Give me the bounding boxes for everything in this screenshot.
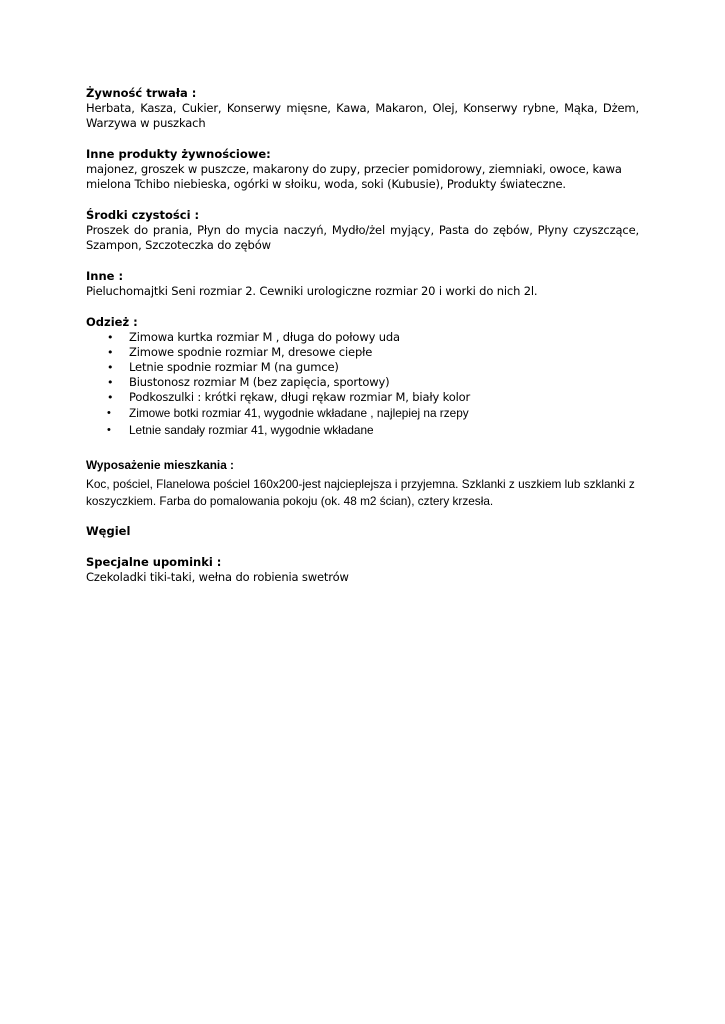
section-title: Środki czystości : [86, 208, 200, 222]
section-wyposazenie-mieszkania [86, 458, 639, 510]
section-title: Inne : [86, 269, 124, 283]
clothing-list [86, 330, 639, 438]
list-item-text: Zimowa kurtka rozmiar M , długa do połowy uda [129, 330, 400, 344]
section-text: majonez, groszek w puszcze, makarony do zupy, przecier pomidorowy, ziemniaki, owoce, kawa mielona Tchibo niebieska, ogórki w słoiku, woda, soki (Kubusie), Produkty świateczne. [86, 162, 622, 191]
section-zywnosc-trwala [86, 86, 639, 131]
list-item [86, 360, 639, 375]
bullet-icon: • [107, 331, 114, 344]
section-title: Wyposażenie mieszkania : [86, 458, 234, 472]
section-text: Proszek do prania, Płyn do mycia naczyń, Mydło/żel myjący, Pasta do zębów, Płyny czyszczące, Szampon, Szczoteczka do zębów [86, 223, 639, 252]
section-specjalne-upominki [86, 555, 639, 585]
list-item-text: Zimowe spodnie rozmiar M, dresowe ciepłe [129, 345, 373, 359]
section-title: Odzież : [86, 315, 138, 329]
list-item-text: Zimowe botki rozmiar 41, wygodnie wkładane , najlepiej na rzepy [129, 406, 469, 420]
section-title: Inne produkty żywnościowe: [86, 147, 271, 161]
bullet-icon: • [107, 407, 111, 419]
section-text: Pieluchomajtki Seni rozmiar 2. Cewniki urologiczne rozmiar 20 i worki do nich 2l. [86, 284, 538, 298]
list-item [86, 345, 639, 360]
section-title: Węgiel [86, 524, 131, 538]
section-text: Czekoladki tiki-taki, wełna do robienia swetrów [86, 570, 349, 584]
section-inne-produkty [86, 147, 639, 192]
section-title: Żywność trwała : [86, 86, 197, 100]
bullet-icon: • [107, 346, 114, 359]
section-title: Specjalne upominki : [86, 555, 222, 569]
list-item [86, 390, 639, 405]
bullet-icon: • [107, 376, 114, 389]
list-item [86, 405, 639, 422]
section-inne [86, 269, 639, 299]
list-item-text: Podkoszulki : krótki rękaw, długi rękaw rozmiar M, biały kolor [129, 390, 471, 404]
list-item [86, 375, 639, 390]
list-item-text: Letnie sandały rozmiar 41, wygodnie wkładane [129, 422, 374, 437]
section-text: Koc, pościel, Flanelowa pościel 160x200-jest najcieplejsza i przyjemna. Szklanki z uszkiem lub szklanki z koszyczkiem. Farba do pomalowania pokoju (ok. 48 m2 ścian), cztery krzesła. [86, 477, 635, 508]
section-wegiel [86, 524, 639, 539]
document-page [86, 86, 639, 601]
list-item [86, 422, 639, 439]
bullet-icon: • [107, 361, 114, 374]
section-srodki-czystosci [86, 208, 639, 253]
list-item [86, 330, 639, 345]
bullet-icon: • [107, 423, 111, 436]
section-odziez [86, 315, 639, 438]
list-item-text: Biustonosz rozmiar M (bez zapięcia, sportowy) [129, 375, 390, 389]
list-item-text: Letnie spodnie rozmiar M (na gumce) [129, 360, 339, 374]
bullet-icon: • [107, 391, 114, 404]
section-text: Herbata, Kasza, Cukier, Konserwy mięsne, Kawa, Makaron, Olej, Konserwy rybne, Mąka, Dżem, Warzywa w puszkach [86, 101, 639, 130]
